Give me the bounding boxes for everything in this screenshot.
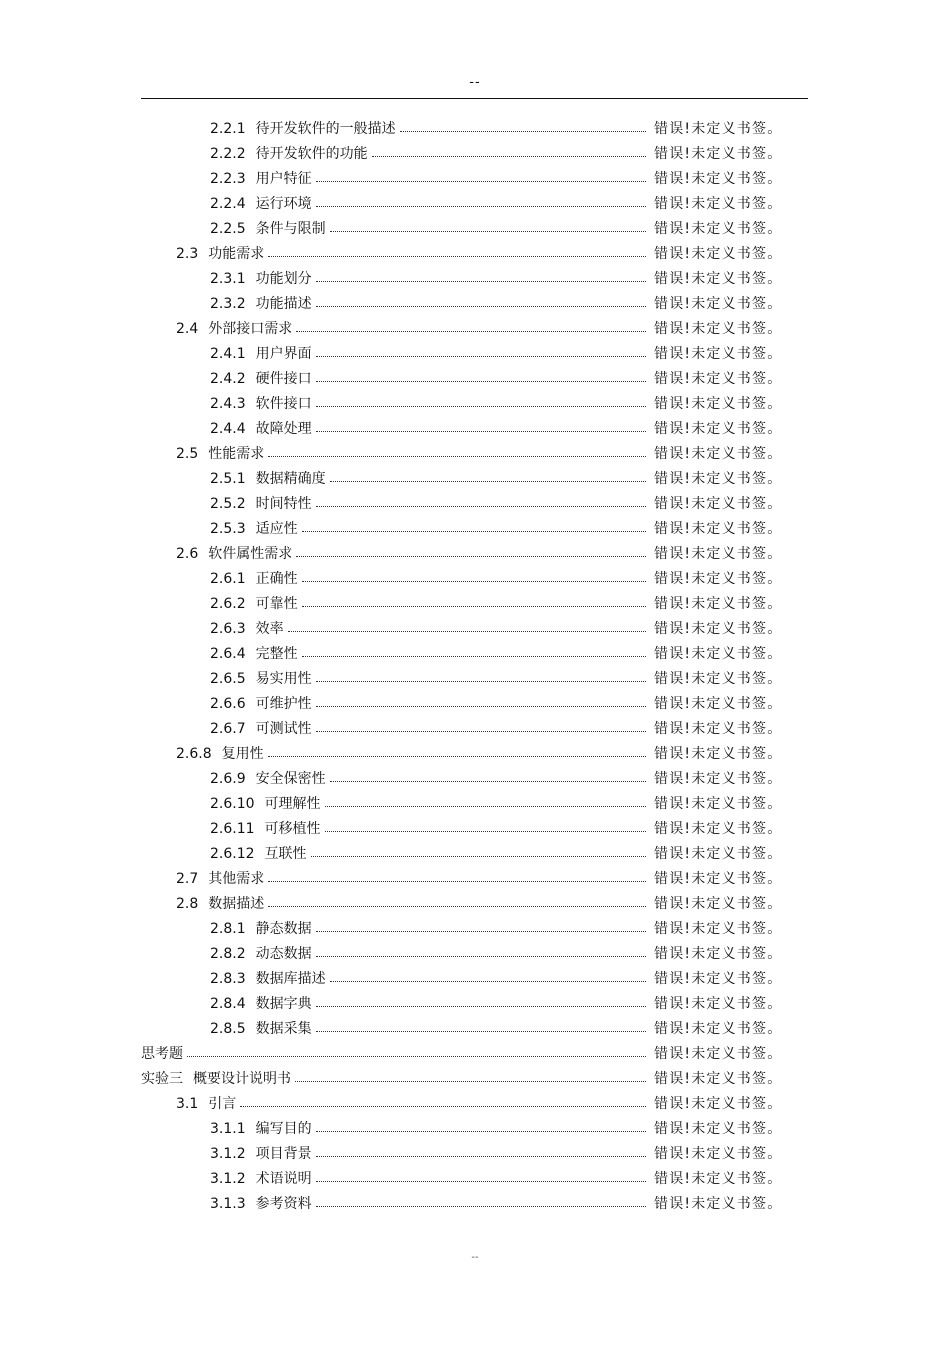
- toc-dot-leader: [400, 131, 646, 132]
- toc-entry-page-ref: 错误!未定义书签。: [654, 146, 783, 162]
- toc-entry-title: 功能描述: [256, 292, 316, 317]
- toc-entry-number: 2.4.3: [210, 396, 246, 412]
- toc-entry-number: 2.5: [176, 446, 199, 462]
- toc-entry-title: 外部接口需求: [208, 317, 296, 342]
- toc-dot-leader: [268, 256, 646, 257]
- toc-dot-leader: [268, 906, 646, 907]
- toc-entry[interactable]: [0, 292, 950, 317]
- toc-entry[interactable]: [0, 1017, 950, 1042]
- toc-entry-title: 易实用性: [256, 667, 316, 692]
- toc-dot-leader: [330, 481, 646, 482]
- toc-entry-title: 功能划分: [256, 267, 316, 292]
- toc-entry-title: 动态数据: [256, 942, 316, 967]
- toc-entry-title: 术语说明: [256, 1167, 316, 1192]
- toc-dot-leader: [330, 231, 646, 232]
- toc-entry-title: 可移植性: [265, 817, 325, 842]
- toc-entry-number: 2.6.1: [210, 571, 246, 587]
- toc-dot-leader: [316, 1181, 646, 1182]
- toc-entry-page-ref: 错误!未定义书签。: [654, 671, 783, 687]
- toc-entry-title: 项目背景: [256, 1142, 316, 1167]
- toc-entry-title: 复用性: [222, 742, 268, 767]
- toc-entry-number: 2.8.5: [210, 1021, 246, 1037]
- toc-entry-page-ref: 错误!未定义书签。: [654, 646, 783, 662]
- toc-entry[interactable]: [0, 792, 950, 817]
- toc-entry[interactable]: [0, 717, 950, 742]
- toc-entry[interactable]: [0, 1167, 950, 1192]
- toc-entry-page-ref: 错误!未定义书签。: [654, 1121, 783, 1137]
- toc-dot-leader: [187, 1056, 646, 1057]
- toc-entry-title: 用户界面: [256, 342, 316, 367]
- toc-entry-title: 正确性: [256, 567, 302, 592]
- toc-entry-page-ref: 错误!未定义书签。: [654, 221, 783, 237]
- toc-entry-page-ref: 错误!未定义书签。: [654, 971, 783, 987]
- toc-entry-title: 可靠性: [256, 592, 302, 617]
- toc-entry-number: 2.6.12: [210, 846, 255, 862]
- toc-entry-number: 2.6.2: [210, 596, 246, 612]
- toc-entry-page-ref: 错误!未定义书签。: [654, 196, 783, 212]
- toc-entry-number: 2.8.1: [210, 921, 246, 937]
- toc-entry-page-ref: 错误!未定义书签。: [654, 121, 783, 137]
- toc-entry[interactable]: [0, 342, 950, 367]
- toc-entry-page-ref: 错误!未定义书签。: [654, 1071, 783, 1087]
- toc-entry-number: 2.5.1: [210, 471, 246, 487]
- toc-entry-title: 可理解性: [265, 792, 325, 817]
- toc-entry-page-ref: 错误!未定义书签。: [654, 696, 783, 712]
- toc-entry-page-ref: 错误!未定义书签。: [654, 1096, 783, 1112]
- toc-entry-page-ref: 错误!未定义书签。: [654, 471, 783, 487]
- toc-entry-title: 完整性: [256, 642, 302, 667]
- toc-entry-number: 实验三: [141, 1071, 183, 1087]
- toc-entry-number: 2.5.2: [210, 496, 246, 512]
- toc-entry[interactable]: [0, 517, 950, 542]
- toc-entry-title: 数据字典: [256, 992, 316, 1017]
- toc-entry-number: 2.6.6: [210, 696, 246, 712]
- toc-entry-title: 可测试性: [256, 717, 316, 742]
- toc-dot-leader: [316, 306, 646, 307]
- toc-entry[interactable]: [0, 742, 950, 767]
- toc-entry-page-ref: 错误!未定义书签。: [654, 421, 783, 437]
- toc-entry[interactable]: [0, 617, 950, 642]
- toc-dot-leader: [330, 781, 646, 782]
- toc-dot-leader: [240, 1106, 646, 1107]
- toc-dot-leader: [325, 831, 646, 832]
- toc-entry[interactable]: [0, 142, 950, 167]
- toc-entry[interactable]: [0, 217, 950, 242]
- toc-entry-title: 可维护性: [256, 692, 316, 717]
- toc-entry[interactable]: [0, 442, 950, 467]
- toc-entry-page-ref: 错误!未定义书签。: [654, 296, 783, 312]
- toc-entry-number: 2.5.3: [210, 521, 246, 537]
- toc-entry-number: 3.1.1: [210, 1121, 246, 1137]
- toc-dot-leader: [316, 206, 646, 207]
- toc-entry[interactable]: [0, 1192, 950, 1217]
- toc-entry-title: 故障处理: [256, 417, 316, 442]
- toc-entry-title: 引言: [208, 1092, 240, 1117]
- toc-entry-page-ref: 错误!未定义书签。: [654, 271, 783, 287]
- toc-entry-number: 2.4: [176, 321, 199, 337]
- toc-entry[interactable]: [0, 542, 950, 567]
- toc-entry-page-ref: 错误!未定义书签。: [654, 321, 783, 337]
- toc-entry-number: 2.8.2: [210, 946, 246, 962]
- toc-entry-number: 2.6.10: [210, 796, 255, 812]
- toc-entry-title: 编写目的: [256, 1117, 316, 1142]
- toc-entry[interactable]: [0, 992, 950, 1017]
- toc-entry-number: 2.7: [176, 871, 199, 887]
- toc-dot-leader: [302, 606, 646, 607]
- toc-entry-page-ref: 错误!未定义书签。: [654, 621, 783, 637]
- toc-dot-leader: [316, 1031, 646, 1032]
- toc-entry-page-ref: 错误!未定义书签。: [654, 821, 783, 837]
- toc-entry[interactable]: [0, 492, 950, 517]
- toc-entry-title: 其他需求: [208, 867, 268, 892]
- toc-entry[interactable]: [0, 242, 950, 267]
- toc-entry-number: 2.6: [176, 546, 199, 562]
- toc-dot-leader: [325, 806, 646, 807]
- toc-dot-leader: [316, 281, 646, 282]
- toc-dot-leader: [316, 931, 646, 932]
- toc-entry-title: 效率: [256, 617, 288, 642]
- toc-entry-page-ref: 错误!未定义书签。: [654, 771, 783, 787]
- toc-dot-leader: [316, 956, 646, 957]
- toc-entry-title: 数据精确度: [256, 467, 330, 492]
- toc-entry-number: 2.3.2: [210, 296, 246, 312]
- toc-entry-title: 安全保密性: [256, 767, 330, 792]
- toc-entry[interactable]: [0, 467, 950, 492]
- toc-entry[interactable]: [0, 167, 950, 192]
- toc-entry-page-ref: 错误!未定义书签。: [654, 496, 783, 512]
- toc-entry-number: 3.1: [176, 1096, 199, 1112]
- toc-entry-number: 3.1.3: [210, 1196, 246, 1212]
- toc-dot-leader: [296, 556, 646, 557]
- toc-entry-page-ref: 错误!未定义书签。: [654, 396, 783, 412]
- toc-entry-page-ref: 错误!未定义书签。: [654, 1196, 783, 1212]
- toc-entry-number: 2.6.11: [210, 821, 255, 837]
- toc-entry[interactable]: [0, 817, 950, 842]
- toc-entry-title: 静态数据: [256, 917, 316, 942]
- toc-entry-number: 2.8: [176, 896, 199, 912]
- toc-entry-number: 2.2.5: [210, 221, 246, 237]
- page-header-mark: --: [469, 75, 481, 90]
- toc-entry[interactable]: [0, 317, 950, 342]
- toc-entry[interactable]: [0, 1067, 950, 1092]
- toc-entry-page-ref: 错误!未定义书签。: [654, 796, 783, 812]
- toc-entry[interactable]: [0, 367, 950, 392]
- toc-entry-title: 功能需求: [208, 242, 268, 267]
- header-rule: [141, 98, 808, 99]
- toc-dot-leader: [316, 356, 646, 357]
- toc-entry-title: 软件属性需求: [208, 542, 296, 567]
- toc-dot-leader: [302, 531, 646, 532]
- toc-entry-page-ref: 错误!未定义书签。: [654, 1046, 783, 1062]
- toc-entry-page-ref: 错误!未定义书签。: [654, 371, 783, 387]
- toc-dot-leader: [316, 1206, 646, 1207]
- toc-entry-number: 3.1.2: [210, 1146, 246, 1162]
- toc-entry-page-ref: 错误!未定义书签。: [654, 546, 783, 562]
- toc-entry-number: 2.4.1: [210, 346, 246, 362]
- toc-entry-title: 数据采集: [256, 1017, 316, 1042]
- toc-entry-number: 2.3.1: [210, 271, 246, 287]
- toc-entry-page-ref: 错误!未定义书签。: [654, 921, 783, 937]
- toc-entry-number: 2.6.3: [210, 621, 246, 637]
- toc-entry[interactable]: [0, 867, 950, 892]
- toc-entry-page-ref: 错误!未定义书签。: [654, 896, 783, 912]
- toc-entry-page-ref: 错误!未定义书签。: [654, 1021, 783, 1037]
- toc-dot-leader: [296, 331, 646, 332]
- toc-dot-leader: [316, 731, 646, 732]
- toc-entry-number: 2.8.4: [210, 996, 246, 1012]
- toc-entry-number: 2.6.5: [210, 671, 246, 687]
- toc-entry-page-ref: 错误!未定义书签。: [654, 946, 783, 962]
- toc-entry-page-ref: 错误!未定义书签。: [654, 571, 783, 587]
- toc-entry-page-ref: 错误!未定义书签。: [654, 171, 783, 187]
- toc-entry-title: 待开发软件的功能: [256, 142, 372, 167]
- toc-dot-leader: [316, 1156, 646, 1157]
- toc-entry[interactable]: [0, 592, 950, 617]
- toc-entry-page-ref: 错误!未定义书签。: [654, 846, 783, 862]
- toc-dot-leader: [268, 756, 646, 757]
- toc-entry-number: 2.2.3: [210, 171, 246, 187]
- toc-entry-page-ref: 错误!未定义书签。: [654, 996, 783, 1012]
- toc-entry[interactable]: [0, 667, 950, 692]
- toc-dot-leader: [372, 156, 646, 157]
- toc-entry-title: 用户特征: [256, 167, 316, 192]
- toc-entry[interactable]: [0, 267, 950, 292]
- toc-dot-leader: [316, 506, 646, 507]
- toc-entry-number: 2.4.4: [210, 421, 246, 437]
- toc-entry-page-ref: 错误!未定义书签。: [654, 521, 783, 537]
- toc-entry-number: 2.6.4: [210, 646, 246, 662]
- toc-entry[interactable]: [0, 567, 950, 592]
- toc-entry[interactable]: [0, 917, 950, 942]
- toc-entry-title: 数据库描述: [256, 967, 330, 992]
- toc-dot-leader: [316, 706, 646, 707]
- toc-entry-page-ref: 错误!未定义书签。: [654, 446, 783, 462]
- toc-entry-title: 时间特性: [256, 492, 316, 517]
- toc-dot-leader: [316, 1006, 646, 1007]
- toc-entry-page-ref: 错误!未定义书签。: [654, 871, 783, 887]
- toc-entry-number: 2.2.4: [210, 196, 246, 212]
- toc-entry-number: 2.2.2: [210, 146, 246, 162]
- toc-entry-number: 2.8.3: [210, 971, 246, 987]
- toc-entry-page-ref: 错误!未定义书签。: [654, 721, 783, 737]
- toc-entry-title: 参考资料: [256, 1192, 316, 1217]
- toc-dot-leader: [295, 1081, 646, 1082]
- toc-entry[interactable]: [0, 642, 950, 667]
- toc-entry[interactable]: [0, 942, 950, 967]
- toc-dot-leader: [288, 631, 646, 632]
- toc-entry[interactable]: [0, 392, 950, 417]
- toc-entry[interactable]: [0, 117, 950, 142]
- toc-entry[interactable]: [0, 842, 950, 867]
- toc-dot-leader: [316, 681, 646, 682]
- toc-entry[interactable]: [0, 767, 950, 792]
- toc-entry-title: 数据描述: [208, 892, 268, 917]
- toc-dot-leader: [330, 981, 646, 982]
- toc-entry-page-ref: 错误!未定义书签。: [654, 1171, 783, 1187]
- table-of-contents: [0, 117, 950, 1217]
- toc-entry-number: 2.6.7: [210, 721, 246, 737]
- toc-entry-title: 适应性: [256, 517, 302, 542]
- toc-dot-leader: [316, 406, 646, 407]
- toc-entry-page-ref: 错误!未定义书签。: [654, 1146, 783, 1162]
- toc-entry-title: 思考题: [141, 1042, 187, 1067]
- toc-entry-title: 待开发软件的一般描述: [256, 117, 400, 142]
- toc-dot-leader: [302, 656, 646, 657]
- toc-dot-leader: [316, 181, 646, 182]
- toc-dot-leader: [316, 381, 646, 382]
- toc-entry-page-ref: 错误!未定义书签。: [654, 746, 783, 762]
- toc-entry-title: 性能需求: [208, 442, 268, 467]
- toc-entry-number: 2.6.9: [210, 771, 246, 787]
- toc-entry[interactable]: [0, 892, 950, 917]
- toc-entry-title: 软件接口: [256, 392, 316, 417]
- toc-entry-number: 2.6.8: [176, 746, 212, 762]
- toc-dot-leader: [268, 881, 646, 882]
- toc-entry-page-ref: 错误!未定义书签。: [654, 596, 783, 612]
- toc-entry-number: 3.1.2: [210, 1171, 246, 1187]
- toc-entry-page-ref: 错误!未定义书签。: [654, 346, 783, 362]
- toc-entry[interactable]: [0, 1117, 950, 1142]
- toc-entry-title: 互联性: [265, 842, 311, 867]
- toc-entry-title: 硬件接口: [256, 367, 316, 392]
- toc-entry-title: 概要设计说明书: [193, 1067, 295, 1092]
- toc-entry-number: 2.3: [176, 246, 199, 262]
- toc-entry[interactable]: [0, 967, 950, 992]
- toc-entry[interactable]: [0, 1142, 950, 1167]
- toc-entry-title: 运行环境: [256, 192, 316, 217]
- toc-entry[interactable]: [0, 417, 950, 442]
- toc-entry[interactable]: [0, 192, 950, 217]
- toc-entry[interactable]: [0, 692, 950, 717]
- toc-dot-leader: [302, 581, 646, 582]
- toc-dot-leader: [311, 856, 646, 857]
- toc-dot-leader: [316, 1131, 646, 1132]
- toc-dot-leader: [268, 456, 646, 457]
- toc-dot-leader: [316, 431, 646, 432]
- toc-entry-page-ref: 错误!未定义书签。: [654, 246, 783, 262]
- toc-entry[interactable]: [0, 1092, 950, 1117]
- page-footer-mark: --: [471, 1252, 479, 1263]
- toc-entry-number: 2.4.2: [210, 371, 246, 387]
- toc-entry-number: 2.2.1: [210, 121, 246, 137]
- toc-entry-title: 条件与限制: [256, 217, 330, 242]
- toc-entry[interactable]: [0, 1042, 950, 1067]
